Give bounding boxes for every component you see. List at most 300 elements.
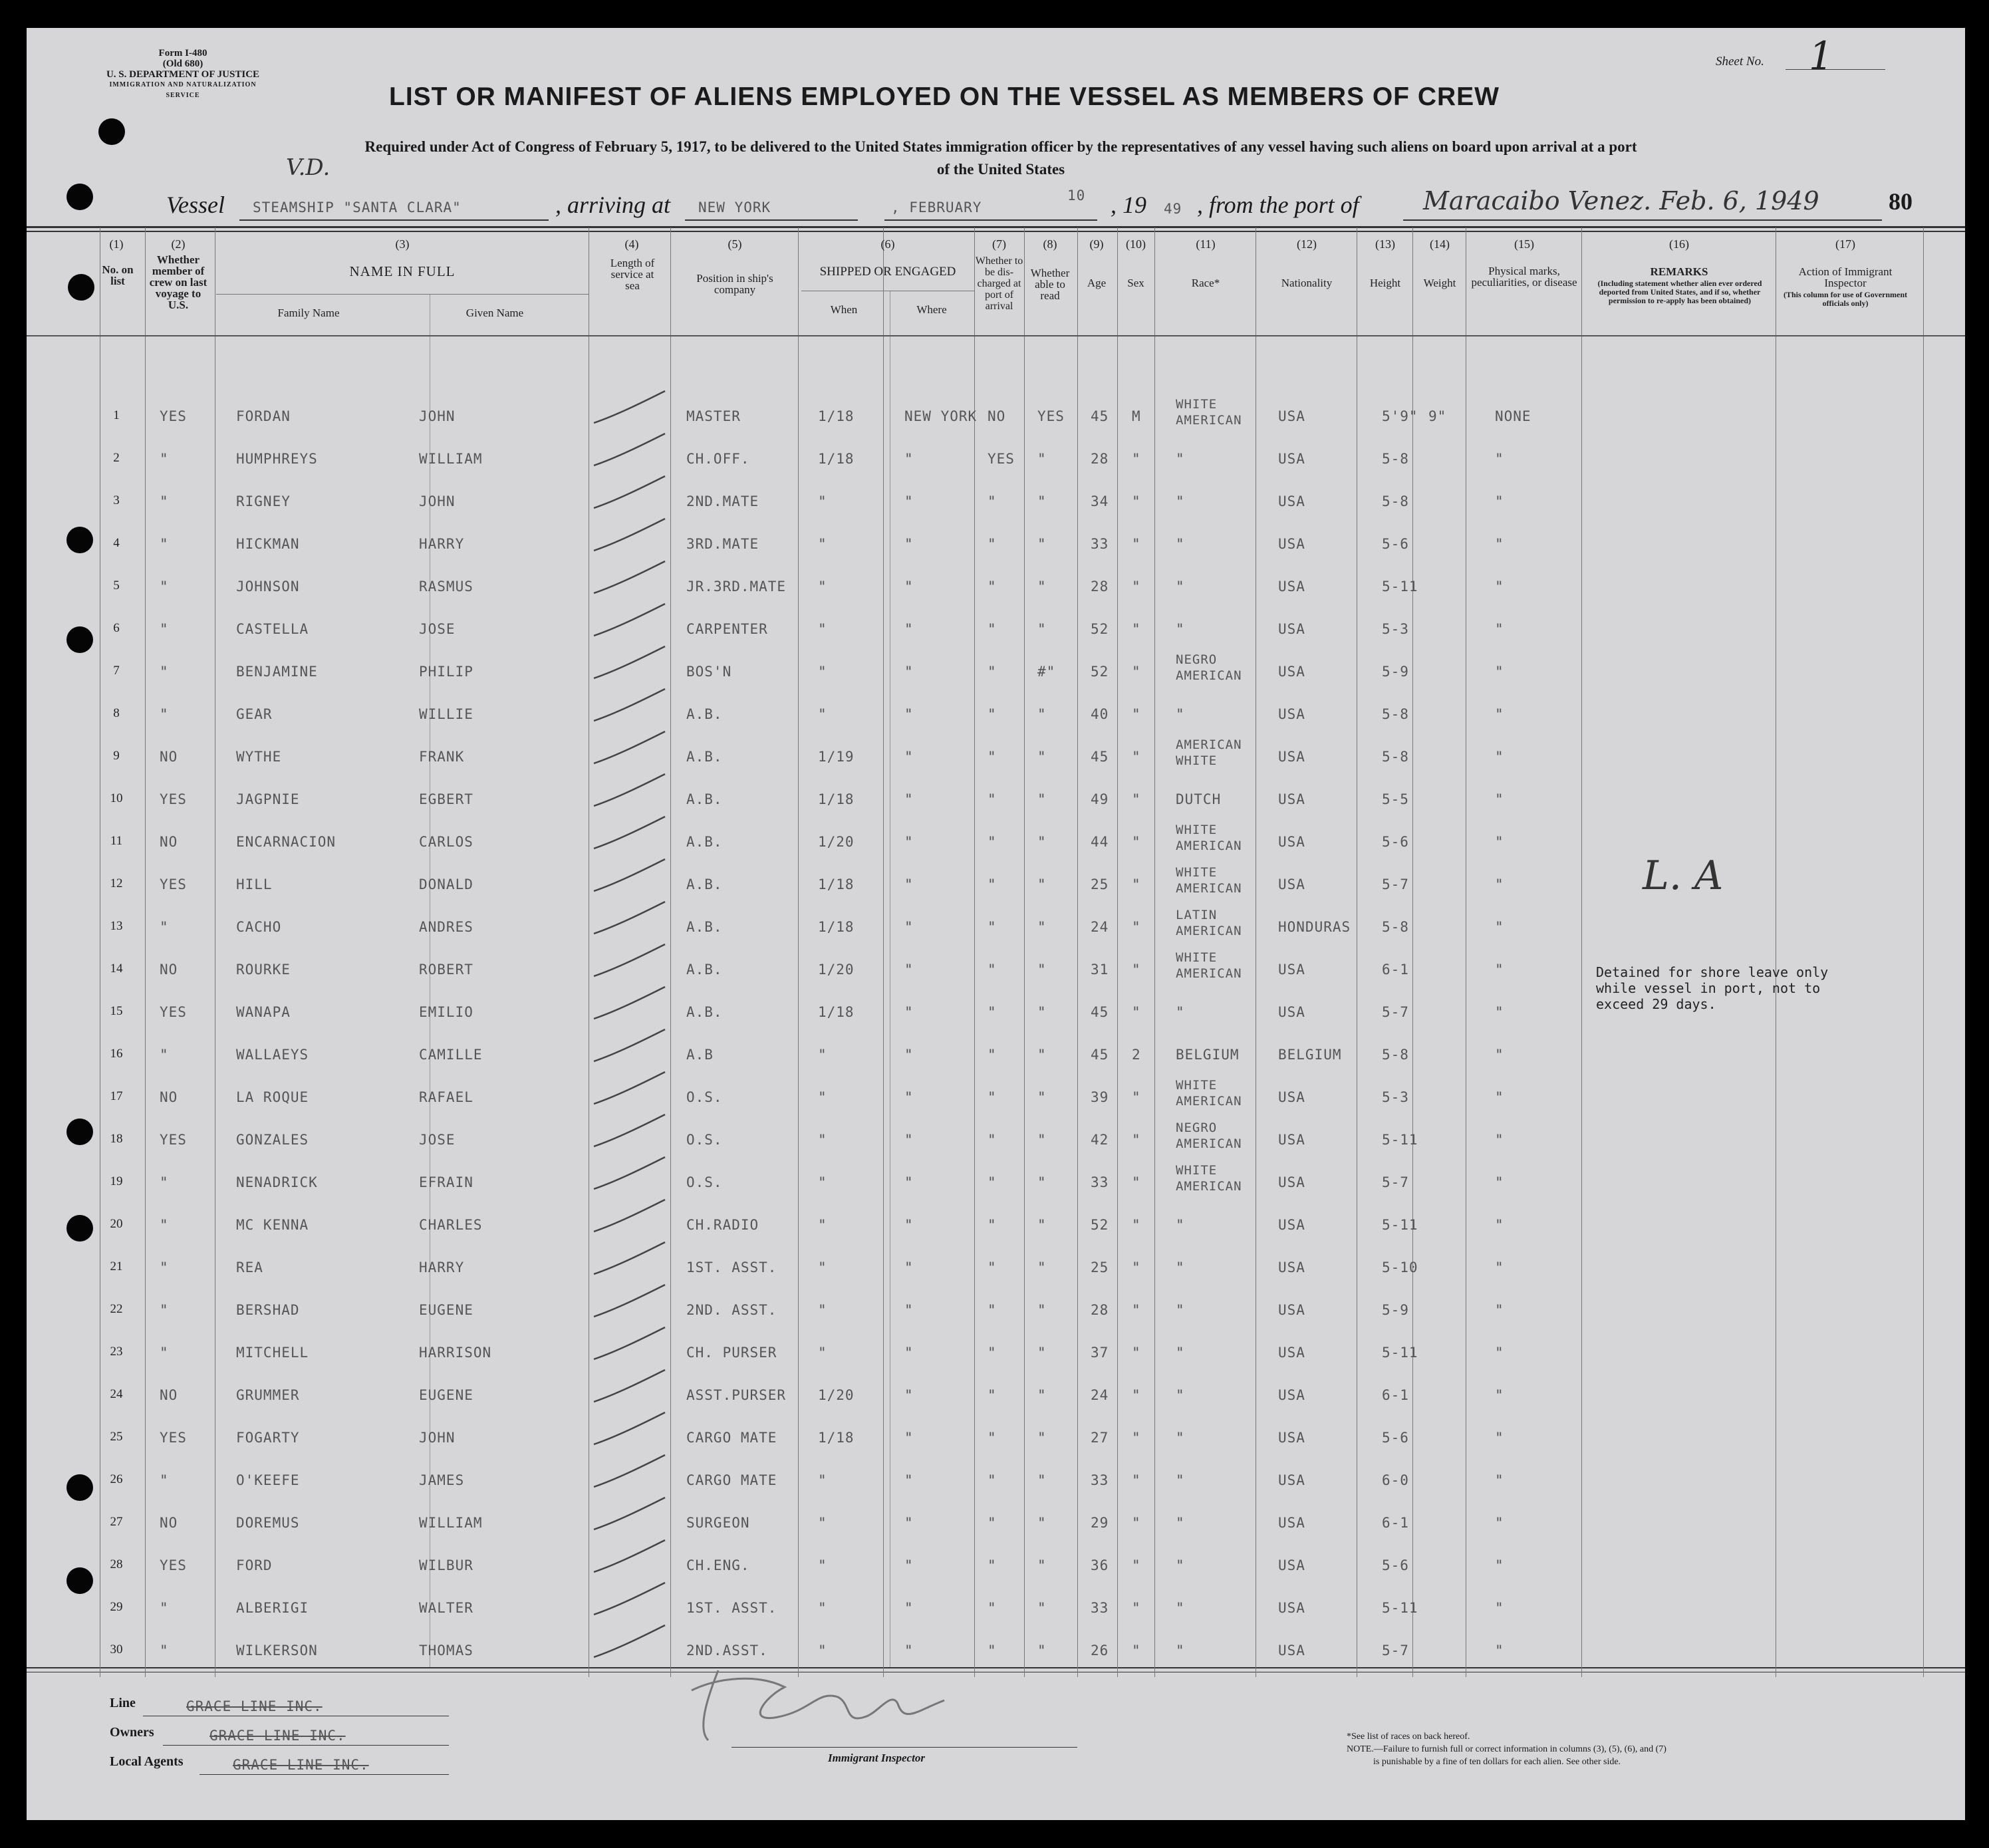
- cell-disch: ": [988, 1259, 997, 1275]
- service-length-mark: [591, 388, 670, 428]
- cell-family: ROURKE: [236, 962, 291, 978]
- cell-family: JAGPNIE: [236, 791, 300, 807]
- cell-nat: USA: [1278, 664, 1305, 680]
- cell-family: DOREMUS: [236, 1515, 300, 1531]
- cell-marks: ": [1495, 1600, 1504, 1616]
- cell-nat: USA: [1278, 1132, 1305, 1148]
- cell-when: 1/18: [818, 1004, 855, 1020]
- cell-disch: ": [988, 1047, 997, 1063]
- cell-where: ": [904, 1089, 914, 1105]
- cell-sex: ": [1132, 664, 1141, 680]
- cell-last: ": [160, 1600, 169, 1616]
- service-length-mark: [591, 1069, 670, 1109]
- cell-nat: USA: [1278, 1557, 1305, 1573]
- cell-disch: ": [988, 1557, 997, 1573]
- cell-given: JOHN: [419, 493, 456, 509]
- vessel-underline: [239, 219, 549, 221]
- col-num-10: (10): [1126, 237, 1146, 251]
- cell-disch: ": [988, 791, 997, 807]
- cell-race: ": [1176, 1515, 1185, 1531]
- cell-nat: USA: [1278, 962, 1305, 978]
- header-bottom-rule: [27, 335, 1965, 336]
- cell-height: 5-11: [1382, 1132, 1418, 1148]
- col-head-inspector-note: (This column for use of Government officials only): [1783, 290, 1908, 308]
- race-part: AMERICAN: [1176, 1094, 1242, 1109]
- cell-read: ": [1037, 1387, 1047, 1403]
- cell-n: 6: [113, 621, 120, 635]
- cell-n: 19: [110, 1174, 123, 1188]
- cell-when: ": [818, 1345, 827, 1361]
- cell-sex: ": [1132, 1089, 1141, 1105]
- cell-where: ": [904, 579, 914, 594]
- col-head-given-name: Given Name: [465, 307, 524, 319]
- col-num-2: (2): [171, 237, 186, 251]
- cell-marks: ": [1495, 1643, 1504, 1658]
- cell-last: NO: [160, 749, 178, 765]
- stamp-line-1: Detained for shore leave only: [1596, 964, 1829, 980]
- cell-sex: ": [1132, 451, 1141, 467]
- cell-last: YES: [160, 1430, 187, 1446]
- cell-marks: ": [1495, 536, 1504, 552]
- cell-position: 3RD.MATE: [686, 536, 759, 552]
- cell-given: PHILIP: [419, 664, 473, 680]
- cell-race: ": [1176, 1557, 1185, 1573]
- cell-position: 2ND.ASST.: [686, 1643, 768, 1658]
- cell-age: 52: [1091, 621, 1109, 637]
- cell-race: ": [1176, 536, 1185, 552]
- cell-height: 5-7: [1382, 876, 1409, 892]
- cell-when: ": [818, 1302, 827, 1318]
- cell-age: 40: [1091, 706, 1109, 722]
- cell-where: ": [904, 919, 914, 935]
- cell-age: 33: [1091, 1472, 1109, 1488]
- col-num-17: (17): [1835, 237, 1855, 251]
- cell-nat: USA: [1278, 1259, 1305, 1275]
- service-length-mark: [591, 1452, 670, 1492]
- cell-nat: USA: [1278, 579, 1305, 594]
- cell-n: 2: [113, 451, 120, 465]
- from-underline: [1403, 219, 1882, 221]
- cell-disch: ": [988, 493, 997, 509]
- year-prefix: , 19: [1111, 192, 1146, 218]
- punch-hole: [66, 184, 93, 210]
- column-divider: [1154, 227, 1155, 1677]
- cell-n: 3: [113, 493, 120, 507]
- cell-n: 21: [110, 1259, 123, 1273]
- punch-hole: [66, 527, 93, 553]
- note-races: *See list of races on back hereof.: [1347, 1732, 1470, 1742]
- cell-sex: ": [1132, 1472, 1141, 1488]
- agents-value: GRACE LINE INC.: [233, 1757, 369, 1773]
- cell-height: 5-8: [1382, 919, 1409, 935]
- cell-n: 5: [113, 579, 120, 593]
- cell-age: 37: [1091, 1345, 1109, 1361]
- vessel-name: STEAMSHIP "SANTA CLARA": [253, 199, 462, 215]
- service-length-mark: [591, 601, 670, 641]
- cell-last: YES: [160, 408, 187, 424]
- footer-notes: [1347, 1730, 1666, 1768]
- col-num-1: (1): [109, 237, 124, 251]
- col-num-5: (5): [728, 237, 742, 251]
- cell-position: CH.OFF.: [686, 451, 750, 467]
- col-head-weight: Weight: [1423, 277, 1456, 289]
- service-length-mark: [591, 1495, 670, 1535]
- cell-read: ": [1037, 536, 1047, 552]
- cell-given: JOSE: [419, 621, 456, 637]
- cell-weight: 9": [1428, 408, 1447, 424]
- col-head-when: When: [830, 303, 858, 316]
- inspector-signature: [678, 1650, 997, 1750]
- cell-read: ": [1037, 493, 1047, 509]
- cell-nat: USA: [1278, 451, 1305, 467]
- service-length-mark: [591, 857, 670, 896]
- punch-hole: [68, 274, 94, 301]
- race-part: AMERICAN: [1176, 1179, 1242, 1194]
- cell-position: 2ND.MATE: [686, 493, 759, 509]
- cell-where: ": [904, 493, 914, 509]
- column-divider: [1412, 227, 1413, 1677]
- race-part: AMERICAN: [1176, 966, 1242, 981]
- cell-sex: ": [1132, 1217, 1141, 1233]
- cell-marks: ": [1495, 1472, 1504, 1488]
- cell-disch: ": [988, 1472, 997, 1488]
- cell-nat: USA: [1278, 493, 1305, 509]
- cell-given: WILLIAM: [419, 451, 483, 467]
- cell-n: 27: [110, 1515, 123, 1529]
- cell-read: ": [1037, 1430, 1047, 1446]
- cell-sex: ": [1132, 621, 1141, 637]
- col-head-where: Where: [916, 303, 947, 316]
- cell-age: 45: [1091, 1047, 1109, 1063]
- cell-family: MITCHELL: [236, 1345, 309, 1361]
- cell-disch: ": [988, 1430, 997, 1446]
- cell-last: ": [160, 621, 169, 637]
- cell-when: ": [818, 1047, 827, 1063]
- cell-race: ": [1176, 1472, 1185, 1488]
- cell-last: ": [160, 664, 169, 680]
- cell-marks: ": [1495, 1132, 1504, 1148]
- cell-marks: ": [1495, 834, 1504, 850]
- cell-when: 1/20: [818, 962, 855, 978]
- cell-marks: ": [1495, 962, 1504, 978]
- column-divider: [670, 227, 671, 1677]
- cell-read: ": [1037, 834, 1047, 850]
- cell-when: ": [818, 706, 827, 722]
- cell-position: ASST.PURSER: [686, 1387, 787, 1403]
- cell-n: 25: [110, 1430, 123, 1444]
- cell-sex: ": [1132, 1600, 1141, 1616]
- cell-height: 6-0: [1382, 1472, 1409, 1488]
- cell-family: HICKMAN: [236, 536, 300, 552]
- cell-marks: ": [1495, 919, 1504, 935]
- cell-age: 24: [1091, 1387, 1109, 1403]
- cell-read: ": [1037, 621, 1047, 637]
- cell-position: SURGEON: [686, 1515, 750, 1531]
- col-num-16: (16): [1669, 237, 1689, 251]
- cell-height: 5-10: [1382, 1259, 1418, 1275]
- race-part: WHITE: [1176, 753, 1218, 768]
- remarks-handwritten-note: L. A: [1643, 853, 1724, 899]
- cell-n: 13: [110, 919, 123, 933]
- race-part: AMERICAN: [1176, 668, 1242, 683]
- from-port: Maracaibo Venez. Feb. 6, 1949: [1423, 186, 1819, 215]
- cell-marks: ": [1495, 664, 1504, 680]
- cell-nat: USA: [1278, 408, 1305, 424]
- cell-position: A.B.: [686, 749, 723, 765]
- cell-sex: ": [1132, 1174, 1141, 1190]
- col-num-3: (3): [395, 237, 410, 251]
- cell-where: ": [904, 1047, 914, 1063]
- cell-last: ": [160, 1472, 169, 1488]
- cell-when: ": [818, 1174, 827, 1190]
- cell-when: 1/18: [818, 451, 855, 467]
- race-part: AMERICAN: [1176, 1136, 1242, 1151]
- owners-label: Owners: [110, 1725, 154, 1740]
- cell-n: 14: [110, 962, 123, 976]
- cell-disch: ": [988, 1515, 997, 1531]
- cell-height: 5-6: [1382, 1557, 1409, 1573]
- cell-n: 18: [110, 1132, 123, 1146]
- cell-race: [1176, 1120, 1242, 1152]
- cell-read: ": [1037, 1089, 1047, 1105]
- cell-race: ": [1176, 1387, 1185, 1403]
- cell-sex: ": [1132, 536, 1141, 552]
- cell-position: 1ST. ASST.: [686, 1600, 777, 1616]
- cell-age: 39: [1091, 1089, 1109, 1105]
- table-top-rule-2: [27, 231, 1965, 232]
- service-length-mark: [591, 1623, 670, 1662]
- cell-where: ": [904, 664, 914, 680]
- cell-age: 28: [1091, 1302, 1109, 1318]
- service-length-mark: [591, 899, 670, 939]
- subtitle-line-1: Required under Act of Congress of February 5, 1917, to be delivered to the United States immigration officer by the representatives of any vessel having such aliens on board upon arrival at a port: [364, 138, 1637, 155]
- cell-age: 28: [1091, 579, 1109, 594]
- vessel-label: Vessel: [166, 192, 225, 218]
- cell-height: 6-1: [1382, 962, 1409, 978]
- cell-n: 4: [113, 536, 120, 550]
- cell-family: RIGNEY: [236, 493, 291, 509]
- cell-n: 11: [110, 834, 123, 848]
- cell-position: JR.3RD.MATE: [686, 579, 787, 594]
- cell-sex: M: [1132, 408, 1141, 424]
- col-head-sex: Sex: [1127, 277, 1144, 289]
- cell-family: BERSHAD: [236, 1302, 300, 1318]
- cell-height: 5'9": [1382, 408, 1418, 424]
- cell-sex: ": [1132, 749, 1141, 765]
- cell-position: BOS'N: [686, 664, 732, 680]
- cell-when: ": [818, 1217, 827, 1233]
- race-part: NEGRO: [1176, 652, 1218, 667]
- cell-sex: ": [1132, 1557, 1141, 1573]
- column-divider: [1024, 227, 1025, 1677]
- cell-age: 25: [1091, 1259, 1109, 1275]
- cell-family: WILKERSON: [236, 1643, 318, 1658]
- sheet-no-label: Sheet No.: [1716, 55, 1764, 68]
- cell-race: ": [1176, 1259, 1185, 1275]
- cell-given: EFRAIN: [419, 1174, 473, 1190]
- punch-hole: [66, 1474, 93, 1501]
- cell-read: ": [1037, 451, 1047, 467]
- col-head-discharged: Whether to be dis-charged at port of arrival: [975, 255, 1023, 312]
- cell-when: 1/19: [818, 749, 855, 765]
- cell-last: ": [160, 493, 169, 509]
- cell-family: WALLAEYS: [236, 1047, 309, 1063]
- cell-when: 1/18: [818, 919, 855, 935]
- cell-marks: ": [1495, 1557, 1504, 1573]
- cell-position: MASTER: [686, 408, 741, 424]
- col-head-nationality: Nationality: [1281, 277, 1333, 289]
- cell-last: NO: [160, 1515, 178, 1531]
- cell-last: YES: [160, 1004, 187, 1020]
- cell-race: [1176, 396, 1242, 428]
- cell-age: 45: [1091, 1004, 1109, 1020]
- cell-read: ": [1037, 1132, 1047, 1148]
- cell-height: 5-6: [1382, 834, 1409, 850]
- cell-n: 23: [110, 1345, 123, 1359]
- cell-family: FORDAN: [236, 408, 291, 424]
- cell-age: 34: [1091, 493, 1109, 509]
- cell-race: BELGIUM: [1176, 1047, 1240, 1063]
- cell-age: 42: [1091, 1132, 1109, 1148]
- race-part: LATIN: [1176, 908, 1218, 922]
- cell-nat: USA: [1278, 1515, 1305, 1531]
- cell-n: 16: [110, 1047, 123, 1061]
- cell-position: CARGO MATE: [686, 1472, 777, 1488]
- cell-given: WILLIAM: [419, 1515, 483, 1531]
- cell-where: ": [904, 1259, 914, 1275]
- cell-given: HARRY: [419, 536, 465, 552]
- owners-underline: [163, 1745, 449, 1746]
- col-num-11: (11): [1196, 237, 1216, 251]
- cell-height: 5-8: [1382, 451, 1409, 467]
- cell-height: 5-6: [1382, 536, 1409, 552]
- remarks-shore-leave-stamp: [1596, 964, 1828, 1012]
- from-label: , from the port of: [1197, 192, 1359, 218]
- cell-position: A.B.: [686, 834, 723, 850]
- cell-disch: ": [988, 962, 997, 978]
- cell-given: RASMUS: [419, 579, 473, 594]
- cell-disch: ": [988, 1387, 997, 1403]
- cell-disch: ": [988, 1004, 997, 1020]
- col-num-9: (9): [1089, 237, 1104, 251]
- cell-race: ": [1176, 1600, 1185, 1616]
- cell-family: NENADRICK: [236, 1174, 318, 1190]
- col-head-height: Height: [1369, 277, 1401, 289]
- cell-family: HUMPHREYS: [236, 451, 318, 467]
- cell-family: WANAPA: [236, 1004, 291, 1020]
- cell-read: ": [1037, 1643, 1047, 1658]
- cell-n: 7: [113, 664, 120, 678]
- cell-last: ": [160, 1345, 169, 1361]
- cell-age: 52: [1091, 664, 1109, 680]
- cell-position: CH.RADIO: [686, 1217, 759, 1233]
- cell-sex: ": [1132, 1430, 1141, 1446]
- cell-given: WILLIE: [419, 706, 473, 722]
- manifest-sheet: [27, 28, 1965, 1820]
- cell-where: ": [904, 451, 914, 467]
- cell-where: ": [904, 1345, 914, 1361]
- cell-position: O.S.: [686, 1132, 723, 1148]
- cell-when: ": [818, 1089, 827, 1105]
- column-divider: [145, 227, 146, 1677]
- race-part: WHITE: [1176, 950, 1218, 965]
- cell-race: ": [1176, 706, 1185, 722]
- cell-family: HILL: [236, 876, 273, 892]
- cell-marks: ": [1495, 1174, 1504, 1190]
- cell-family: CASTELLA: [236, 621, 309, 637]
- stamp-line-2: while vessel in port, not to: [1596, 980, 1821, 996]
- cell-given: EGBERT: [419, 791, 473, 807]
- service-length-mark: [591, 1027, 670, 1067]
- cell-family: MC KENNA: [236, 1217, 309, 1233]
- col-head-race: Race*: [1191, 277, 1220, 289]
- cell-when: ": [818, 536, 827, 552]
- cell-position: A.B.: [686, 1004, 723, 1020]
- race-part: AMERICAN: [1176, 413, 1242, 428]
- race-part: WHITE: [1176, 823, 1218, 837]
- cell-height: 5-7: [1382, 1174, 1409, 1190]
- cell-race: ": [1176, 1643, 1185, 1658]
- cell-position: A.B.: [686, 962, 723, 978]
- cell-read: ": [1037, 791, 1047, 807]
- cell-when: ": [818, 1132, 827, 1148]
- cell-where: ": [904, 1174, 914, 1190]
- cell-last: NO: [160, 962, 178, 978]
- service-length-mark: [591, 1325, 670, 1365]
- cell-last: ": [160, 919, 169, 935]
- cell-given: CHARLES: [419, 1217, 483, 1233]
- cell-family: REA: [236, 1259, 263, 1275]
- arriving-day: 10: [1067, 188, 1086, 203]
- cell-given: WALTER: [419, 1600, 473, 1616]
- cell-height: 5-8: [1382, 1047, 1409, 1063]
- cell-family: FORD: [236, 1557, 273, 1573]
- cell-read: ": [1037, 749, 1047, 765]
- cell-last: NO: [160, 834, 178, 850]
- cell-nat: USA: [1278, 1430, 1305, 1446]
- cell-marks: ": [1495, 451, 1504, 467]
- cell-race: ": [1176, 1004, 1185, 1020]
- cell-marks: ": [1495, 1004, 1504, 1020]
- cell-read: ": [1037, 876, 1047, 892]
- cell-disch: ": [988, 621, 997, 637]
- cell-age: 49: [1091, 791, 1109, 807]
- cell-age: 28: [1091, 451, 1109, 467]
- page-subtitle: [170, 136, 1832, 181]
- cell-family: GEAR: [236, 706, 273, 722]
- cell-read: ": [1037, 1472, 1047, 1488]
- cell-read: ": [1037, 706, 1047, 722]
- cell-given: HARRISON: [419, 1345, 492, 1361]
- cell-race: ": [1176, 1430, 1185, 1446]
- cell-sex: ": [1132, 706, 1141, 722]
- cell-nat: USA: [1278, 834, 1305, 850]
- service-length-mark: [591, 984, 670, 1024]
- cell-when: ": [818, 1643, 827, 1658]
- cell-last: ": [160, 536, 169, 552]
- cell-marks: ": [1495, 1430, 1504, 1446]
- cell-given: HARRY: [419, 1259, 465, 1275]
- service-length-mark: [591, 729, 670, 769]
- cell-age: 44: [1091, 834, 1109, 850]
- cell-marks: ": [1495, 1047, 1504, 1063]
- cell-sex: ": [1132, 1004, 1141, 1020]
- service-length-mark: [591, 771, 670, 811]
- cell-n: 24: [110, 1387, 123, 1401]
- service-length-mark: [591, 1112, 670, 1152]
- cell-where: ": [904, 1217, 914, 1233]
- col-head-no-on-list: No. on list: [102, 263, 134, 287]
